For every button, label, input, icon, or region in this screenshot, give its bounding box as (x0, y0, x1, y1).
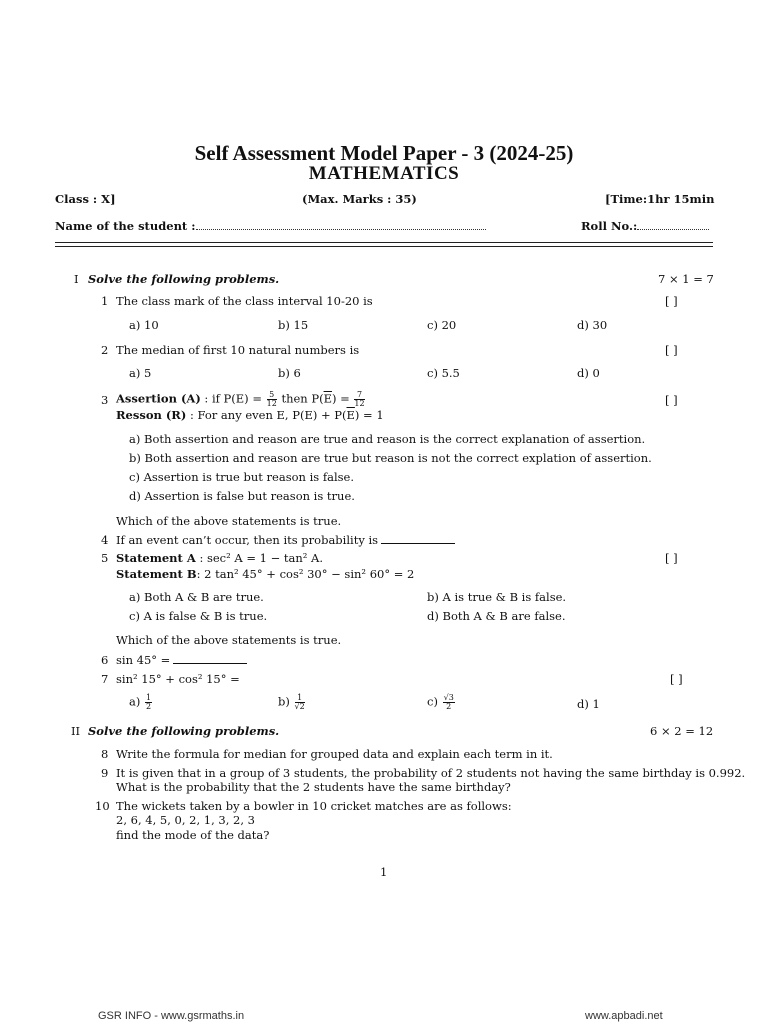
option: a) $\frac{1}{2}$ (129, 693, 152, 711)
subject-title: MATHEMATICS (308, 163, 460, 184)
question-number: 8 (101, 747, 109, 761)
answer-bracket: [ ] (665, 551, 678, 565)
question-number: 6 (101, 653, 109, 667)
reason-text: ) = 1 (354, 408, 384, 422)
answer-bracket: [ ] (665, 294, 678, 308)
student-name-field (55, 219, 486, 233)
question-text: sin² 15° + cos² 15° = (116, 672, 240, 686)
class-label: Class : X] (55, 192, 116, 206)
question-number: 10 (95, 799, 110, 813)
question-number: 2 (101, 343, 109, 357)
roll-number-label: Roll No.: (581, 219, 638, 233)
option: d) Assertion is false but reason is true. (129, 489, 355, 503)
data-list: 2, 6, 4, 5, 0, 2, 1, 3, 2, 3 (116, 813, 255, 827)
question-followup: Which of the above statements is true. (116, 514, 342, 528)
footer-right: www.apbadi.net (585, 1010, 663, 1022)
fraction: $\frac{5}{12}$ (266, 390, 277, 408)
header-divider-1 (55, 242, 713, 243)
section-2-marks: 6 × 2 = 12 (650, 724, 714, 738)
option: a) 5 (129, 366, 152, 380)
page-number: 1 (380, 865, 388, 879)
assertion-line (116, 391, 366, 408)
statement-a (116, 551, 323, 565)
reason-text: : For any even E, P(E) + P( (189, 408, 347, 422)
question-number: 3 (101, 393, 109, 407)
question-text: What is the probability that the 2 students have the same birthday? (116, 780, 511, 794)
option: c) Assertion is true but reason is false. (129, 470, 354, 484)
reason-label: Resson (R) (116, 408, 187, 422)
e-bar: $\overline{E}$ (323, 391, 332, 406)
option: c) 20 (427, 318, 457, 332)
question-followup: Which of the above statements is true. (116, 633, 342, 647)
student-name-blank (196, 229, 486, 230)
roll-number-field (581, 219, 709, 233)
question-text: Write the formula for median for grouped data and explain each term in it. (116, 747, 553, 761)
fraction: $\frac{1}{2}$ (146, 693, 152, 711)
e-bar: $\overline{E}$ (346, 408, 355, 422)
section-1-marks: 7 × 1 = 7 (658, 272, 714, 286)
question-text: It is given that in a group of 3 students, the probability of 2 students not having the same birthday is 0.992. (116, 766, 746, 780)
footer-left: GSR INFO - www.gsrmaths.in (98, 1010, 245, 1022)
answer-blank (381, 542, 455, 544)
question-number: 4 (101, 533, 109, 547)
question-text: sin 45° = (116, 653, 247, 667)
max-marks: (Max. Marks : 35) (302, 192, 417, 206)
answer-bracket: [ ] (665, 343, 678, 357)
time-label: [Time:1hr 15min (605, 192, 715, 206)
fraction: $\frac{1}{√2}$ (294, 693, 305, 711)
option: a) 10 (129, 318, 159, 332)
section-2-title: Solve the following problems. (88, 724, 280, 738)
assertion-label: Assertion (A) (116, 391, 201, 406)
fraction: $\frac{7}{12}$ (354, 390, 365, 408)
question-text: The median of first 10 natural numbers is (116, 343, 360, 357)
option: d) 30 (577, 318, 608, 332)
statement-b (116, 567, 414, 581)
option: b) 6 (278, 366, 301, 380)
option: d) 1 (577, 697, 600, 711)
statement-a-label: Statement A (116, 551, 196, 565)
header-divider-2 (55, 246, 713, 247)
option: d) 0 (577, 366, 600, 380)
option: a) Both A & B are true. (129, 590, 264, 604)
option: d) Both A & B are false. (427, 609, 566, 623)
question-number: 9 (101, 766, 109, 780)
statement-b-label: Statement B (116, 567, 197, 581)
option: a) Both assertion and reason are true and reason is the correct explanation of assertion. (129, 432, 646, 446)
answer-bracket: [ ] (670, 672, 683, 686)
assertion-text: then P( (277, 391, 324, 406)
option: b) Both assertion and reason are true but reason is not the correct explation of assertion. (129, 451, 652, 465)
answer-blank (173, 662, 247, 664)
option: c) A is false & B is true. (129, 609, 268, 623)
option: b) 15 (278, 318, 309, 332)
fraction: $\frac{√3}{2}$ (443, 693, 454, 711)
paper-title: Self Assessment Model Paper - 3 (2024-25) (194, 141, 574, 165)
student-name-label: Name of the student : (55, 219, 196, 233)
reason-line (116, 408, 384, 422)
question-number: 1 (101, 294, 109, 308)
question-number: 7 (101, 672, 109, 686)
section-1-number: I (74, 272, 79, 286)
statement-b-text: : 2 tan² 45° + cos² 30° − sin² 60° = 2 (196, 567, 415, 581)
section-2-number: II (71, 724, 81, 738)
question-number: 5 (101, 551, 109, 565)
option: b) A is true & B is false. (427, 590, 567, 604)
option: c) $\frac{√3}{2}$ (427, 693, 454, 711)
answer-bracket: [ ] (665, 393, 678, 407)
question-text: find the mode of the data? (116, 828, 270, 842)
assertion-text: ) = (331, 391, 354, 406)
question-text: The wickets taken by a bowler in 10 cricket matches are as follows: (116, 799, 512, 813)
option: b) $\frac{1}{√2}$ (278, 693, 305, 711)
option: c) 5.5 (427, 366, 460, 380)
question-text: If an event can’t occur, then its probability is (116, 533, 455, 547)
question-text: The class mark of the class interval 10-20 is (116, 294, 373, 308)
roll-number-blank (637, 229, 709, 230)
statement-a-text: : sec² A = 1 − tan² A. (199, 551, 324, 565)
section-1-title: Solve the following problems. (88, 272, 280, 286)
assertion-text: : if P(E) = (200, 391, 266, 406)
